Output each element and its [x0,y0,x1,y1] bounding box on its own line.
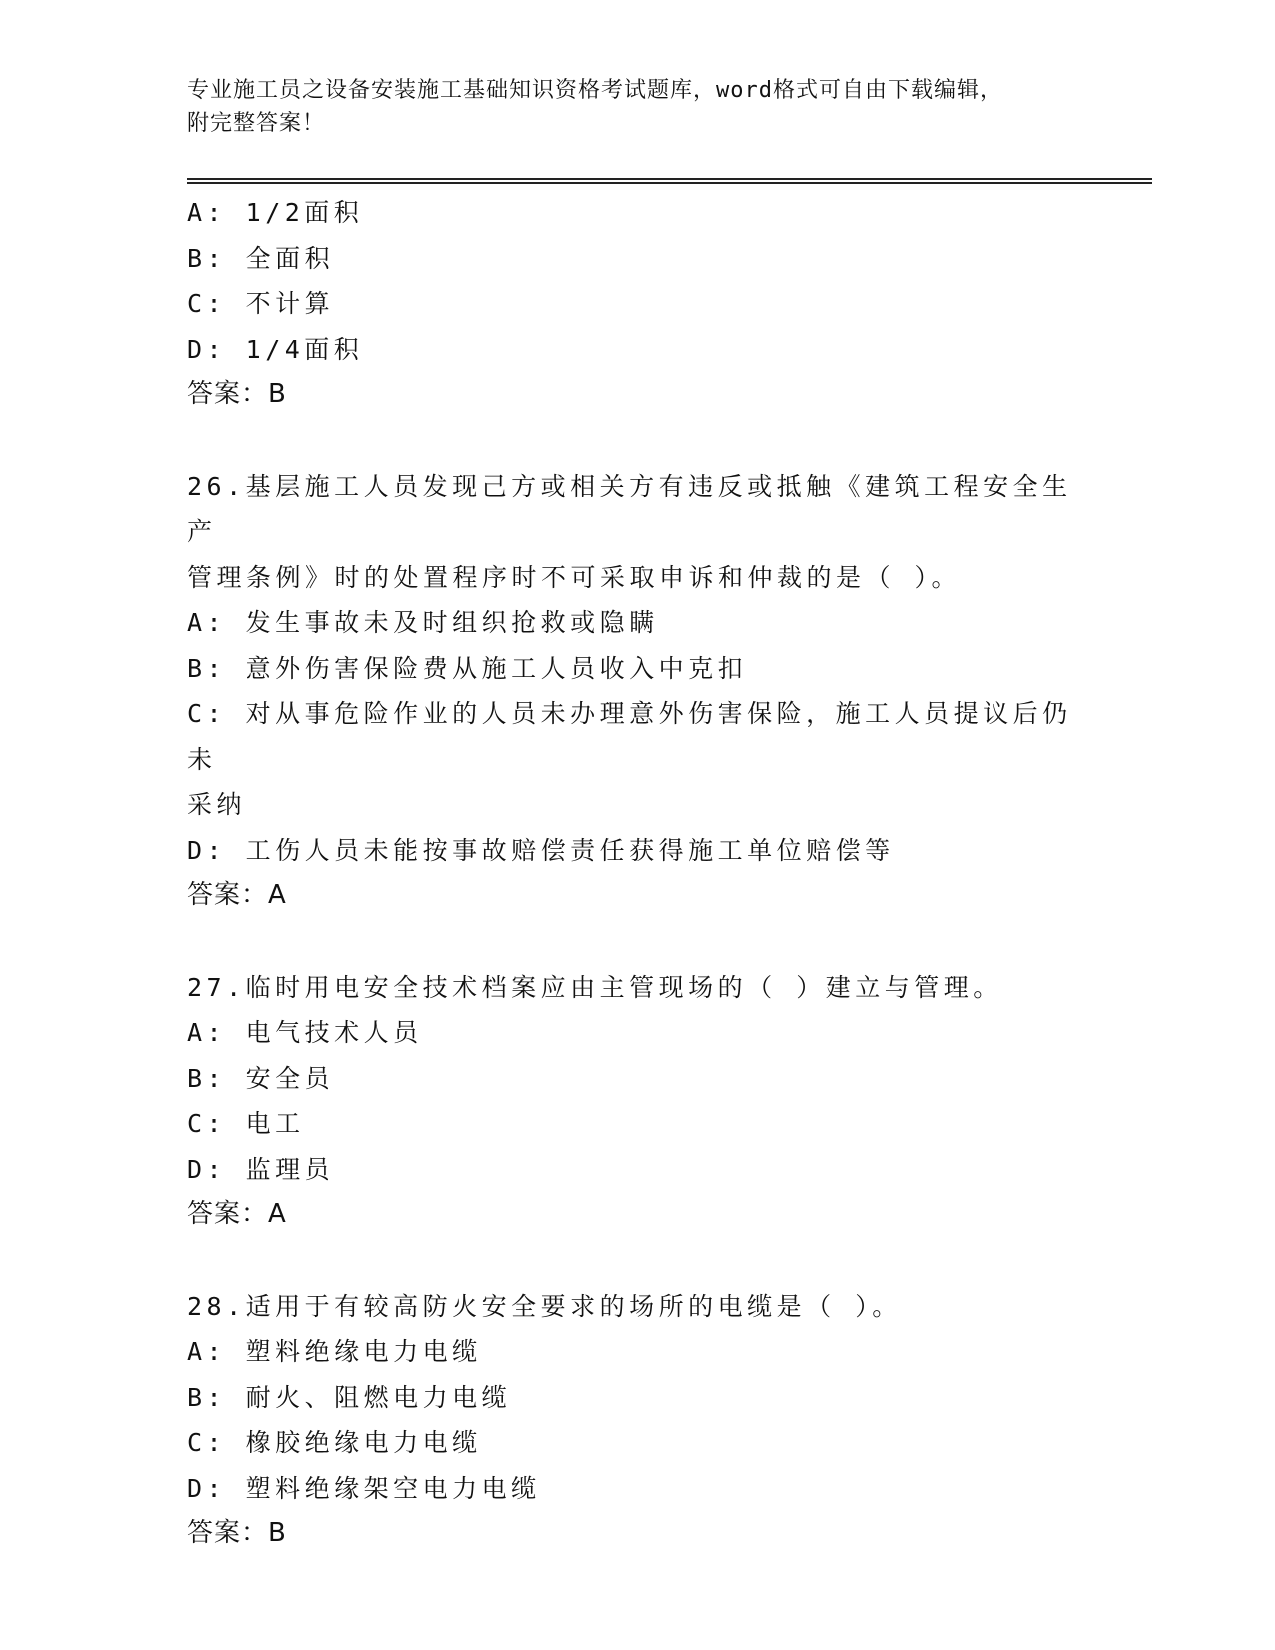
option-b: B: 耐火、阻燃电力电缆 [187,1382,512,1412]
option-d: D: 塑料绝缘架空电力电缆 [187,1473,541,1503]
option-c: C: 不计算 [187,289,335,318]
spacer [187,418,1087,464]
header-divider-top [187,178,1152,180]
header-line-2: 附完整答案！ [187,111,326,136]
option-d: D: 工伤人员未能按事故赔偿责任获得施工单位赔偿等 [187,835,895,865]
answer-label: 答案：A [187,1199,287,1229]
option-b: B: 意外伤害保险费从施工人员收入中克扣 [187,653,748,683]
document-header [187,74,1087,140]
answer-label: 答案：A [187,880,287,910]
option-c: C: 电工 [187,1109,305,1138]
option-a: A: 1/2面积 [187,198,364,227]
option-c: C: 橡胶绝缘电力电缆 [187,1428,482,1457]
option-b: B: 安全员 [187,1063,335,1093]
question-26 [187,464,1087,919]
option-c: C: 对从事危险作业的人员未办理意外伤害保险，施工人员提议后仍未 [187,699,1072,774]
option-d: D: 监理员 [187,1154,335,1184]
option-a: A: 发生事故未及时组织抢救或隐瞒 [187,608,659,637]
spacer [187,919,1087,965]
question-stem: 28.适用于有较高防火安全要求的场所的电缆是（ ）。 [187,1291,902,1321]
option-a: A: 塑料绝缘电力电缆 [187,1337,482,1366]
option-c-continued: 采纳 [187,790,247,819]
question-stem: 26.基层施工人员发现己方或相关方有违反或抵触《建筑工程安全生产 [187,471,1072,546]
header-line-1: 专业施工员之设备安装施工基础知识资格考试题库，word格式可自由下载编辑， [187,78,1003,103]
header-divider-bottom [187,182,1152,184]
question-stem-continued: 管理条例》时的处置程序时不可采取申诉和仲裁的是（ ）。 [187,562,962,592]
option-b: B: 全面积 [187,243,335,273]
answer-label: 答案：B [187,379,287,409]
question-stem: 27.临时用电安全技术档案应由主管现场的（ ）建立与管理。 [187,972,1003,1002]
question-25-tail [187,190,1087,418]
question-list [187,190,1087,1557]
spacer [187,1238,1087,1284]
option-d: D: 1/4面积 [187,334,364,364]
question-28 [187,1284,1087,1557]
question-27 [187,965,1087,1238]
answer-label: 答案：B [187,1518,287,1548]
option-a: A: 电气技术人员 [187,1018,423,1047]
